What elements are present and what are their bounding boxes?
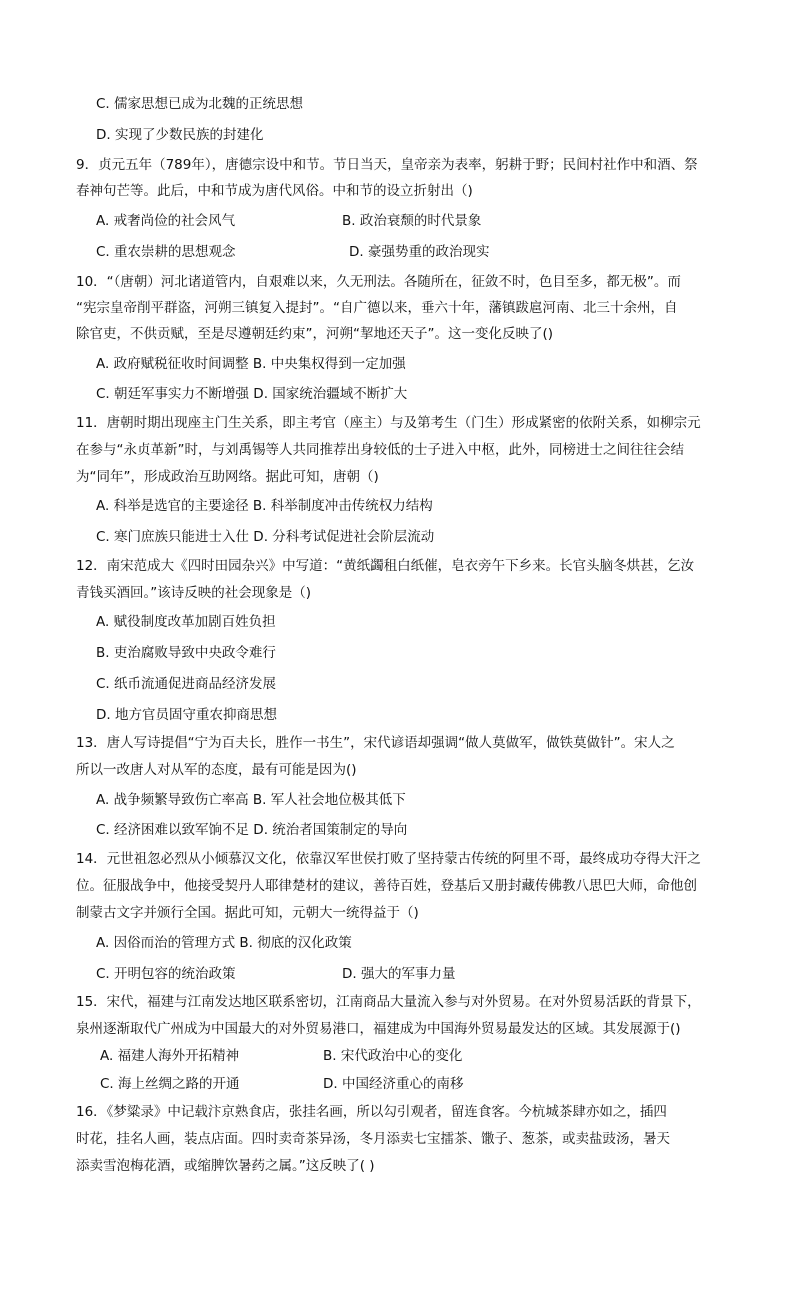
option-d-q15: D. 中国经济重心的南移 xyxy=(323,1076,464,1092)
option-c-q15: C. 海上丝绸之路的开通 xyxy=(100,1076,240,1092)
question-10-text-3: 除官吏，不供贡赋，至是尽遵朝廷约束”，河朔“挈地还天子”。这一变化反映了() xyxy=(76,326,554,342)
question-11-text-2: 在参与“永贞革新”时，与刘禹锡等人共同推荐出身较低的士子进入中枢，此外，同榜进士之间往往会结 xyxy=(76,442,684,458)
option-b-q12: B. 吏治腐败导致中央政令难行 xyxy=(96,645,276,661)
question-13-text-2: 所以一改唐人对从军的态度，最有可能是因为() xyxy=(76,762,357,778)
question-12-text-1: 12．南宋范成大《四时田园杂兴》中写道：“黄纸蠲租白纸催，皂衣旁午下乡来。长官头脑冬烘甚，乞汝 xyxy=(76,558,695,574)
question-9-text-2: 春神句芒等。此后，中和节成为唐代风俗。中和节的设立折射出（) xyxy=(76,183,473,199)
option-c-q8: C. 儒家思想已成为北魏的正统思想 xyxy=(96,96,304,112)
option-d-q14: D. 强大的军事力量 xyxy=(342,966,456,982)
option-c-q9: C. 重农崇耕的思想观念 xyxy=(96,244,236,260)
option-b-q9: B. 政治衰颓的时代景象 xyxy=(342,213,482,229)
options-ab-q14: A. 因俗而治的管理方式 B. 彻底的汉化政策 xyxy=(96,935,352,951)
question-11-text-1: 11．唐朝时期出现座主门生关系，即主考官（座主）与及第考生（门生）形成紧密的依附关系，如柳宗元 xyxy=(76,415,701,431)
question-11-text-3: 为“同年”，形成政治互助网络。据此可知，唐朝（) xyxy=(76,469,379,485)
question-13-text-1: 13．唐人写诗提倡“宁为百夫长，胜作一书生”，宋代谚语却强调“做人莫做军，做铁莫做针”。宋人之 xyxy=(76,735,675,751)
option-c-q14: C. 开明包容的统治政策 xyxy=(96,966,236,982)
option-c-q12: C. 纸币流通促进商品经济发展 xyxy=(96,676,277,692)
option-b-q15: B. 宋代政治中心的变化 xyxy=(323,1048,463,1064)
options-ab-q11: A. 科举是选官的主要途径 B. 科举制度冲击传统权力结构 xyxy=(96,498,433,514)
question-14-text-1: 14．元世祖忽必烈从小倾慕汉文化，依靠汉军世侯打败了坚持蒙古传统的阿里不哥，最终成功夺得大汗之 xyxy=(76,851,701,867)
options-cd-q13: C. 经济困难以致军饷不足 D. 统治者国策制定的导向 xyxy=(96,822,408,838)
options-ab-q10: A. 政府赋税征收时间调整 B. 中央集权得到一定加强 xyxy=(96,356,406,372)
question-10-text-2: “宪宗皇帝削平群盗，河朔三镇复入提封”。“自广德以来，垂六十年，藩镇跋扈河南、北三十余州，自 xyxy=(76,300,678,316)
question-16-text-1: 16．《梦粱录》中记载汴京熟食店，张挂名画，所以勾引观者，留连食客。今杭城茶肆亦如之，插四 xyxy=(76,1104,667,1120)
options-cd-q11: C. 寒门庶族只能进士入仕 D. 分科考试促进社会阶层流动 xyxy=(96,529,435,545)
options-cd-q10: C. 朝廷军事实力不断增强 D. 国家统治疆域不断扩大 xyxy=(96,386,408,402)
options-ab-q13: A. 战争频繁导致伤亡率高 B. 军人社会地位极其低下 xyxy=(96,792,406,808)
question-10-text-1: 10．“（唐朝）河北诸道管内，自艰难以来，久无刑法。各随所在，征敛不时，色目至多，都无极”。而 xyxy=(76,274,681,290)
question-16-text-3: 添卖雪泡梅花酒，或缩脾饮暑药之属。”这反映了( ) xyxy=(76,1158,375,1174)
option-a-q12: A. 赋役制度改革加剧百姓负担 xyxy=(96,614,276,630)
option-a-q15: A. 福建人海外开拓精神 xyxy=(100,1048,240,1064)
question-15-text-1: 15．宋代，福建与江南发达地区联系密切，江南商品大量流入参与对外贸易。在对外贸易活跃的背景下， xyxy=(76,994,701,1010)
question-15-text-2: 泉州逐渐取代广州成为中国最大的对外贸易港口，福建成为中国海外贸易最发达的区域。其发展源于() xyxy=(76,1021,681,1037)
option-d-q12: D. 地方官员固守重农抑商思想 xyxy=(96,707,277,723)
question-14-text-3: 制蒙古文字并颁行全国。据此可知，元朝大一统得益于（) xyxy=(76,905,419,921)
option-d-q9: D. 豪强势重的政治现实 xyxy=(349,244,490,260)
question-14-text-2: 位。征服战争中，他接受契丹人耶律楚材的建议，善待百姓，登基后又册封藏传佛教八思巴大师，命他创 xyxy=(76,878,697,894)
option-d-q8: D. 实现了少数民族的封建化 xyxy=(96,127,264,143)
question-9-text-1: 9．贞元五年（789年），唐德宗设中和节。节日当天，皇帝亲为表率，躬耕于野；民间村社作中和酒、祭 xyxy=(76,157,698,173)
question-12-text-2: 青钱买酒回。”该诗反映的社会现象是（) xyxy=(76,585,312,601)
option-a-q9: A. 戒奢尚俭的社会风气 xyxy=(96,213,236,229)
question-16-text-2: 时花，挂名人画，装点店面。四时卖奇茶异汤，冬月添卖七宝擂茶、馓子、葱茶，或卖盐豉汤，暑天 xyxy=(76,1131,670,1147)
